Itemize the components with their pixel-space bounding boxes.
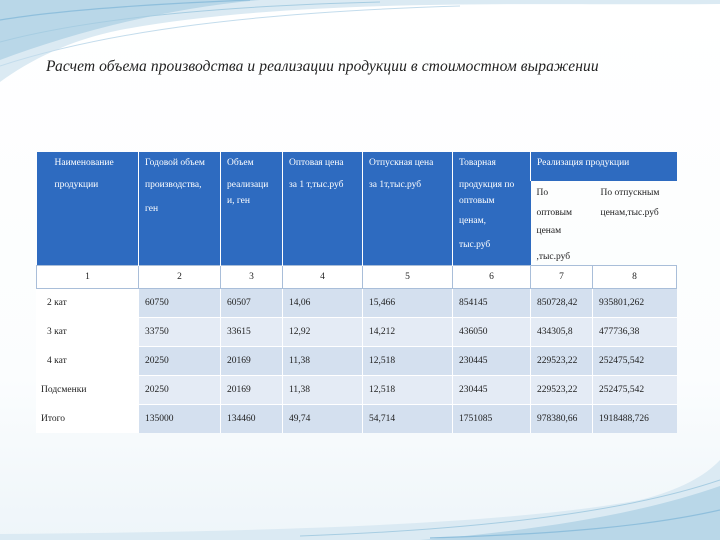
table-header-row	[37, 152, 677, 181]
cell-value: 1918488,726	[593, 405, 677, 434]
header-realization-release: По отпускным ценам,тыс.руб	[600, 188, 660, 218]
cell-value: 60507	[221, 289, 283, 318]
cell-value: 252475,542	[593, 376, 677, 405]
cell-value: 850728,42	[531, 289, 593, 318]
cell-value: 1751085	[453, 405, 531, 434]
cell-value: 230445	[453, 347, 531, 376]
table-row-total	[37, 405, 677, 434]
header-product-name: Наименование продукции	[37, 152, 139, 266]
cell-value: 134460	[221, 405, 283, 434]
col-number: 5	[363, 266, 453, 289]
col-number: 6	[453, 266, 531, 289]
table-row	[37, 347, 677, 376]
cell-value: 436050	[453, 318, 531, 347]
row-label: 3 кат	[37, 318, 139, 347]
row-label: Итого	[37, 405, 139, 434]
production-table	[36, 152, 677, 433]
cell-value: 11,38	[283, 347, 363, 376]
row-label: 4 кат	[37, 347, 139, 376]
cell-value: 54,714	[363, 405, 453, 434]
cell-value: 49,74	[283, 405, 363, 434]
col-number: 3	[221, 266, 283, 289]
header-realization: Реализация продукции	[531, 152, 677, 181]
cell-value: 230445	[453, 376, 531, 405]
cell-value: 60750	[139, 289, 221, 318]
cell-value: 434305,8	[531, 318, 593, 347]
cell-value: 252475,542	[593, 347, 677, 376]
row-label: Подсменки	[37, 376, 139, 405]
cell-value: 854145	[453, 289, 531, 318]
header-realization-wholesale: По оптовым ценам ,тыс.руб	[536, 188, 572, 262]
header-annual-volume: Годовой объем производства, ген	[139, 152, 221, 266]
cell-value: 11,38	[283, 376, 363, 405]
cell-value: 20169	[221, 376, 283, 405]
cell-value: 935801,262	[593, 289, 677, 318]
header-release-price: Отпускная цена за 1т,тыс.руб	[363, 152, 453, 266]
table-row	[37, 289, 677, 318]
col-number: 1	[37, 266, 139, 289]
cell-value: 33615	[221, 318, 283, 347]
cell-value: 12,518	[363, 347, 453, 376]
table-body	[37, 289, 677, 434]
table-row	[37, 318, 677, 347]
slide-title: Расчет объема производства и реализации продукции в стоимостном выражении	[46, 58, 599, 75]
cell-value: 20250	[139, 347, 221, 376]
row-label: 2 кат	[37, 289, 139, 318]
cell-value: 14,212	[363, 318, 453, 347]
header-wholesale-price: Оптовая цена за 1 т,тыс.руб	[283, 152, 363, 266]
cell-value: 20169	[221, 347, 283, 376]
column-number-row	[37, 266, 677, 289]
cell-value: 12,92	[283, 318, 363, 347]
cell-value: 229523,22	[531, 347, 593, 376]
col-number: 2	[139, 266, 221, 289]
col-number: 7	[531, 266, 593, 289]
cell-value: 33750	[139, 318, 221, 347]
cell-value: 15,466	[363, 289, 453, 318]
decorative-wave-bottom	[0, 430, 720, 540]
header-sales-volume: Объем реализаци и, ген	[221, 152, 283, 266]
cell-value: 229523,22	[531, 376, 593, 405]
cell-value: 12,518	[363, 376, 453, 405]
cell-value: 135000	[139, 405, 221, 434]
header-commodity-output: Товарная продукция по оптовым ценам, тыс.руб	[453, 152, 531, 266]
col-number: 4	[283, 266, 363, 289]
col-number: 8	[593, 266, 677, 289]
cell-value: 978380,66	[531, 405, 593, 434]
cell-value: 20250	[139, 376, 221, 405]
table-row	[37, 376, 677, 405]
cell-value: 477736,38	[593, 318, 677, 347]
cell-value: 14,06	[283, 289, 363, 318]
